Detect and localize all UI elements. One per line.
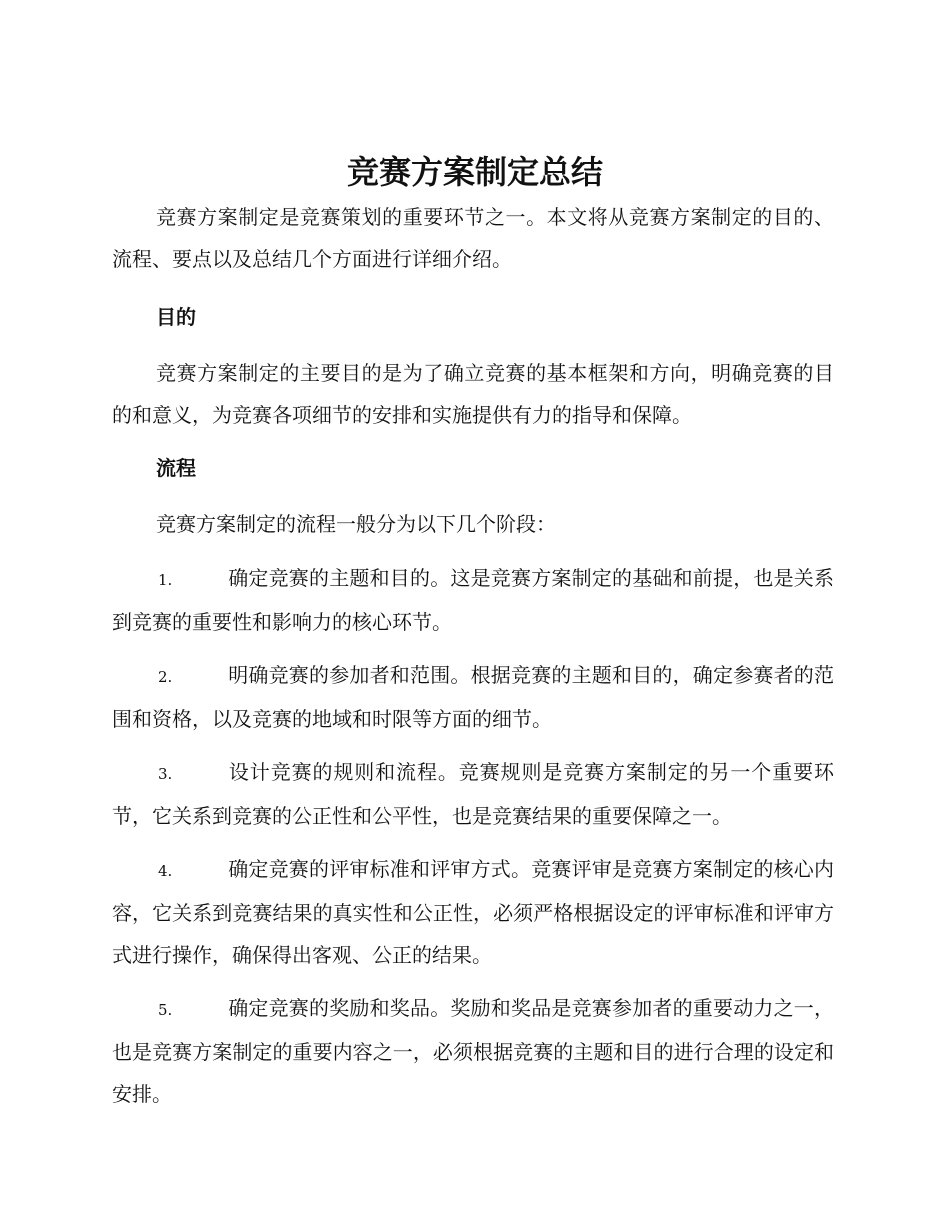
step-text: 确定竞赛的奖励和奖品。奖励和奖品是竞赛参加者的重要动力之一，也是竞赛方案制定的重要内容之一，必须根据竞赛的主题和目的进行合理的设定和安排。 (112, 996, 834, 1106)
purpose-paragraph: 竞赛方案制定的主要目的是为了确立竞赛的基本框架和方向，明确竞赛的目的和意义，为竞赛各项细节的安排和实施提供有力的指导和保障。 (112, 361, 834, 427)
process-step-2 (112, 654, 834, 740)
process-step-5 (112, 987, 834, 1115)
step-text: 设计竞赛的规则和流程。竞赛规则是竞赛方案制定的另一个重要环节，它关系到竞赛的公正性和公平性，也是竞赛结果的重要保障之一。 (112, 760, 834, 828)
step-number: 5. (158, 1001, 173, 1019)
step-text: 确定竞赛的评审标准和评审方式。竞赛评审是竞赛方案制定的核心内容，它关系到竞赛结果的真实性和公正性，必须严格根据设定的评审标准和评审方式进行操作，确保得出客观、公正的结果。 (112, 857, 834, 967)
step-text: 确定竞赛的主题和目的。这是竞赛方案制定的基础和前提，也是关系到竞赛的重要性和影响力的核心环节。 (112, 566, 834, 634)
step-number: 4. (158, 862, 173, 880)
document-title: 竞赛方案制定总结 (346, 153, 603, 191)
process-intro-paragraph: 竞赛方案制定的流程一般分为以下几个阶段： (156, 512, 556, 536)
step-number: 3. (158, 765, 173, 783)
step-number: 1. (158, 571, 173, 589)
section-heading-purpose: 目的 (156, 305, 196, 329)
section-heading-process: 流程 (156, 456, 196, 480)
intro-paragraph: 竞赛方案制定是竞赛策划的重要环节之一。本文将从竞赛方案制定的目的、流程、要点以及总结几个方面进行详细介绍。 (112, 205, 834, 271)
step-number: 2. (158, 668, 173, 686)
process-step-4 (112, 848, 834, 976)
process-step-3 (112, 751, 834, 837)
process-step-1 (112, 557, 834, 643)
step-text: 明确竞赛的参加者和范围。根据竞赛的主题和目的，确定参赛者的范围和资格，以及竞赛的地域和时限等方面的细节。 (112, 663, 834, 731)
